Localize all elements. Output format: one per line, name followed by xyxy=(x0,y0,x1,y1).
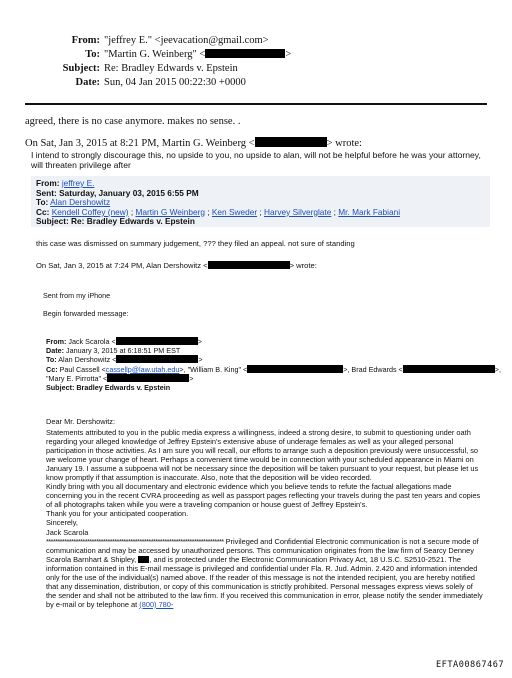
fwd1-cc-link-3[interactable]: Ken Sweder xyxy=(211,206,258,217)
forward-header-2 xyxy=(46,337,501,392)
quote1-wrote: > wrote: xyxy=(326,138,362,149)
quote-attribution-1 xyxy=(25,137,362,149)
phone-link[interactable]: (800) 780- xyxy=(139,599,174,609)
redaction-bar xyxy=(107,374,189,382)
fwd2-cc-part: >, Brad Edwards < xyxy=(343,364,403,374)
redaction-bar xyxy=(138,556,149,563)
letter-sincerely: Sincerely, xyxy=(46,518,78,528)
notice-tail: , and is protected under the Electronic Communication Privacy Act, 18 U.S.C. S2510-2521. The information contained in this E-mail message is privileged and confidential under Fla. R. Jud. Admin. 2.420 and information intended only for the use of the individual(s) named above. If the reader of this message is not the intended recipient, you are hereby notified that any dissemination, distribution, or copy of this communication is strictly prohibited. Personal messages express views solely of the sender and shall not be attributed to the law firm. If you received this communication in error, please notify the sender immediately by e-mail or by telephone at xyxy=(46,554,483,609)
quote2-wrote: > wrote: xyxy=(289,261,317,270)
fwd1-subject-label: Subject: xyxy=(36,216,69,227)
fwd1-sent-label: Sent: xyxy=(36,187,57,198)
fwd2-subject-value: Bradley Edwards v. Epstein xyxy=(76,383,171,393)
fwd1-cc-link-4[interactable]: Harvey Silverglate xyxy=(264,206,332,217)
header-divider xyxy=(25,103,487,105)
header-to-row xyxy=(0,48,512,62)
quote1-text: I intend to strongly discourage this, no upside to you, no upside to alan, will not be helpful before he was your attorney, will threaten privilege after xyxy=(31,150,481,170)
letter-signature: Jack Scarola xyxy=(46,527,89,537)
dismissed-text: this case was dismissed on summary judgement, ??? they filed an appeal. not sure of standing xyxy=(36,239,355,248)
angle-close: > xyxy=(189,373,194,383)
letter-thanks: Thank you for your anticipated cooperation. xyxy=(46,509,189,519)
cc-separator: ; xyxy=(257,206,265,217)
fwd1-cc-label: Cc: xyxy=(36,206,50,217)
fwd2-to-value: Alan Dershowitz < xyxy=(58,355,117,365)
confidentiality-notice xyxy=(46,537,484,609)
fwd2-cc-part: Paul Cassell < xyxy=(59,364,106,374)
header-subject-value: Re: Bradley Edwards v. Epstein xyxy=(104,63,238,74)
header-date-label: Date: xyxy=(75,77,100,88)
redaction-bar xyxy=(247,365,343,373)
header-to-value: "Martin G. Weinberg" < xyxy=(104,49,206,60)
redaction-bar xyxy=(116,355,198,363)
reply-text: agreed, there is no case anymore. makes no sense. . xyxy=(25,116,241,127)
fwd1-to-label: To: xyxy=(36,197,49,208)
angle-close: > xyxy=(197,337,202,346)
quote1-on-line: On Sat, Jan 3, 2015 at 8:21 PM, Martin G. Weinberg < xyxy=(25,138,255,149)
redaction-bar xyxy=(255,137,327,147)
letter-body xyxy=(46,428,484,609)
begin-forwarded-text: Begin forwarded message: xyxy=(43,309,129,318)
header-date-row xyxy=(0,76,512,90)
fwd2-subject-label: Subject: xyxy=(46,383,75,393)
redaction-bar xyxy=(208,261,290,269)
fwd1-to-link[interactable]: Alan Dershowitz xyxy=(50,197,111,208)
letter-paragraph-2: Kindly bring with you all documentary and electronic evidence which you believe tends to refute the factual allegations made concerning you in the recent CVRA proceeding as well as passport pages reflecting your travels during the past ten years and copies of all photographs taken while you were a traveling companion or house guest of Jeffrey Epstein's. xyxy=(46,482,481,510)
cc-separator: ; xyxy=(204,206,212,217)
notice-head: Privileged and Confidential Electronic communication is not a secure mode of communication and may be accessed by unauthorized persons. This communication originates from the law firm of Searcy Denney Scarola Barnhart & Shipley, xyxy=(46,536,479,564)
bates-number: EFTA00867467 xyxy=(436,660,505,670)
fwd1-from-link[interactable]: jeffrey E. xyxy=(61,178,95,188)
header-subject-row xyxy=(0,62,512,76)
redaction-bar xyxy=(205,49,285,58)
fwd1-cc-link-5[interactable]: Mr. Mark Fabiani xyxy=(338,206,401,217)
fwd1-sent-value: Saturday, January 03, 2015 6:55 PM xyxy=(59,187,199,198)
quote2-on-line: On Sat, Jan 3, 2015 at 7:24 PM, Alan Dershowitz < xyxy=(36,261,208,270)
quote-attribution-2 xyxy=(36,261,317,270)
fwd1-subject-value: Re: Bradley Edwards v. Epstein xyxy=(71,216,195,227)
fwd2-from-label: From: xyxy=(46,337,67,346)
angle-close: > xyxy=(198,355,203,365)
fwd1-cc-link-1[interactable]: Kendell Coffey (new) xyxy=(51,206,129,217)
letter-salutation: Dear Mr. Dershowitz: xyxy=(46,417,115,426)
header-from-row xyxy=(0,34,512,48)
asterisk-line: ****************************************************************************** xyxy=(46,536,224,546)
fwd2-cc-email-link[interactable]: cassellp@law.utah.edu xyxy=(105,364,180,374)
header-to-label: To: xyxy=(85,49,100,60)
fwd1-cc-link-2[interactable]: Martin G Weinberg xyxy=(135,206,205,217)
fwd2-date-label: Date: xyxy=(46,346,64,356)
email-header xyxy=(0,34,512,90)
cc-separator: ; xyxy=(128,206,136,217)
redaction-bar xyxy=(403,365,495,373)
sent-from-text: Sent from my iPhone xyxy=(43,291,111,300)
cc-separator: ; xyxy=(331,206,339,217)
fwd2-to-label: To: xyxy=(46,355,57,365)
fwd2-date-value: January 3, 2015 at 6:18:51 PM EST xyxy=(65,346,181,356)
forward-header-1 xyxy=(36,179,400,227)
header-date-value: Sun, 04 Jan 2015 00:22:30 +0000 xyxy=(104,77,246,88)
redaction-bar xyxy=(116,337,198,345)
fwd2-from-value: Jack Scarola < xyxy=(68,337,116,346)
letter-paragraph-1: Statements attributed to you in the public media express a willingness, indeed a strong desire, to submit to questioning under oath regarding your alleged knowledge of Jeffrey Epstein's extensive abuse of underage females as well as your alleged personal participation in those activities. As I am sure you will recall, our efforts to arrange such a deposition previously were unsuccessful, so we welcome your change of heart. Perhaps a convenient time would be in connection with your scheduled appearance in Miami on January 19. I assume a subpoena will not be necessary since the deposition will be taken pursuant to your request, but please let us know promptly if that assumption is inaccurate. Also, note that the deposition will be video recorded. xyxy=(46,428,479,483)
header-from-value: "jeffrey E." <jeevacation@gmail.com> xyxy=(104,35,269,46)
fwd2-cc-part: "Mary E. Pirrotta" < xyxy=(46,373,108,383)
fwd2-cc-part: >, xyxy=(494,364,501,374)
fwd2-cc-part: >, "William B. King" < xyxy=(179,364,248,374)
fwd2-cc-label: Cc: xyxy=(46,364,58,374)
fwd1-from-label: From: xyxy=(36,178,60,188)
header-to-close: > xyxy=(285,49,292,60)
header-from-label: From: xyxy=(71,35,100,46)
header-subject-label: Subject: xyxy=(62,63,100,74)
